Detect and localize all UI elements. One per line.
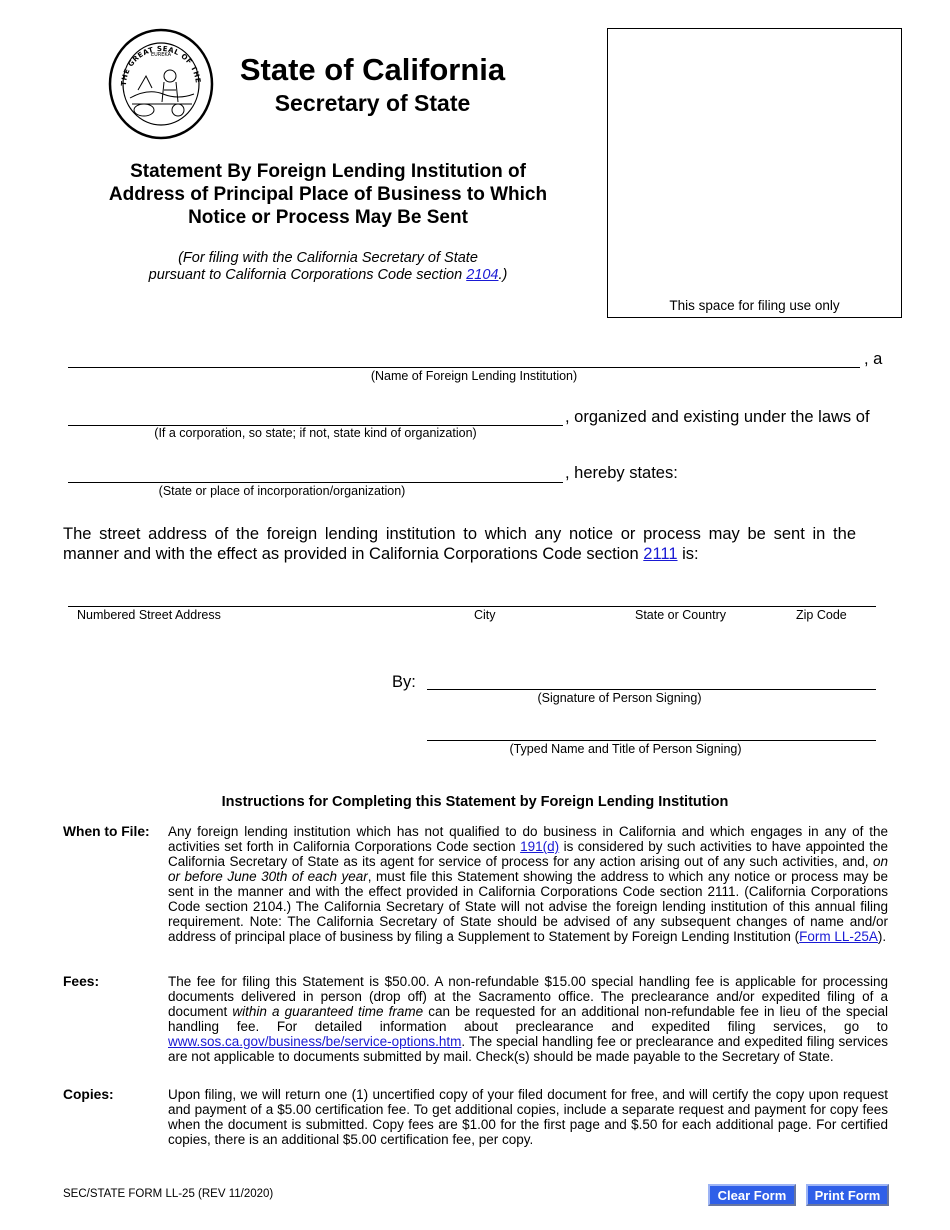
filing-use-box	[607, 28, 902, 318]
office-title: Secretary of State	[274, 90, 471, 116]
typed-name-caption: (Typed Name and Title of Person Signing)	[509, 742, 742, 756]
svg-text:EUREKA: EUREKA	[150, 52, 172, 58]
fees-text: The fee for filing this Statement is $50.00. A non-refundable $15.00 special handling fee is applicable for processing documents delivered in person (drop off) at the Sacramento office. The preclearance and/or expedited filing of a document within a guaranteed time frame can be requested for an additional non-refundable fee in lieu of the special handling fee. For detailed information about preclearance and expedited filing services, go to www.sos.ca.gov/business/be/service-options.htm. The special handling fee or preclearance and expedited filing services are not applicable to documents submitted by mail. Check(s) should be made payable to the Secretary of State.	[168, 974, 888, 1064]
when-to-file-label: When to File:	[63, 824, 150, 839]
form-identifier: SEC/STATE FORM LL-25 (REV 11/2020)	[63, 1188, 274, 1200]
section-2111-link[interactable]: 2111	[643, 545, 678, 563]
organization-kind-caption: (If a corporation, so state; if not, state kind of organization)	[154, 426, 477, 440]
typed-name-field[interactable]	[427, 740, 876, 741]
clear-form-button[interactable]: Clear Form	[708, 1184, 796, 1206]
form-subtitle: (For filing with the California Secretary of State pursuant to California Corporations Code section 2104.)	[148, 250, 508, 283]
institution-name-field[interactable]	[68, 367, 860, 368]
institution-name-caption: (Name of Foreign Lending Institution)	[370, 369, 578, 383]
address-col-state: State or Country	[635, 608, 727, 622]
signature-field[interactable]	[427, 689, 876, 690]
copies-label: Copies:	[63, 1087, 114, 1102]
form-title: Statement By Foreign Lending Institution of Address of Principal Place of Business to Which Notice or Process May Be Sent	[108, 161, 548, 228]
print-form-button[interactable]: Print Form	[806, 1184, 889, 1206]
state-title: State of California	[239, 52, 506, 87]
address-col-city: City	[474, 608, 496, 622]
instructions-heading: Instructions for Completing this Statement by Foreign Lending Institution	[221, 794, 729, 810]
address-col-street: Numbered Street Address	[77, 608, 221, 622]
address-statement: The street address of the foreign lending institution to which any notice or process may be sent in the manner and with the effect as provided in California Corporations Code section 2111 is:	[63, 525, 856, 563]
svg-text:THE GREAT SEAL OF THE STATE OF: THE GREAT SEAL OF THE	[119, 44, 202, 87]
state-of-incorporation-caption: (State or place of incorporation/organization)	[158, 484, 406, 498]
street-address-field[interactable]	[68, 606, 876, 607]
signature-caption: (Signature of Person Signing)	[537, 691, 702, 705]
form-ll-25a-link[interactable]: Form LL-25A	[799, 929, 878, 944]
section-2104-link[interactable]: 2104	[466, 267, 499, 283]
state-of-incorporation-field[interactable]	[68, 482, 563, 483]
copies-text: Upon filing, we will return one (1) uncertified copy of your filed document for free, and will certify the copy upon request and payment of a $5.00 certification fee. To get additional copies, include a separate request and payment for copy fees when the document is submitted. Copy fees are $1.00 for the first page and $.50 for each additional page. For certified copies, there is an additional $5.00 certification fee, per copy.	[168, 1087, 888, 1147]
fees-label: Fees:	[63, 974, 100, 989]
service-options-link[interactable]: www.sos.ca.gov/business/be/service-options.htm	[168, 1034, 462, 1049]
when-to-file-text: Any foreign lending institution which has not qualified to do business in California and which engages in any of the activities set forth in California Corporations Code section 191(d) is considered by such activities to have appointed the California Secretary of State as its agent for service of process for any action arising out of any such activities, and, on or before June 30th of each year, must file this Statement showing the address to which any notice or process may be sent in the manner and with the effect provided in California Corporations Code section 2111. (California Corporations Code section 2104.) The California Secretary of State will not advise the foreign lending institution of this annual filing requirement. Note: The California Secretary of State should be advised of any subsequent changes of name and/or address of principal place of business by filing a Supplement to Statement by Foreign Lending Institution (Form LL-25A).	[168, 824, 888, 944]
filing-use-label: This space for filing use only	[669, 298, 840, 313]
section-191d-link[interactable]: 191(d)	[520, 839, 560, 854]
address-col-zip: Zip Code	[796, 608, 847, 622]
by-label: By:	[392, 673, 416, 691]
